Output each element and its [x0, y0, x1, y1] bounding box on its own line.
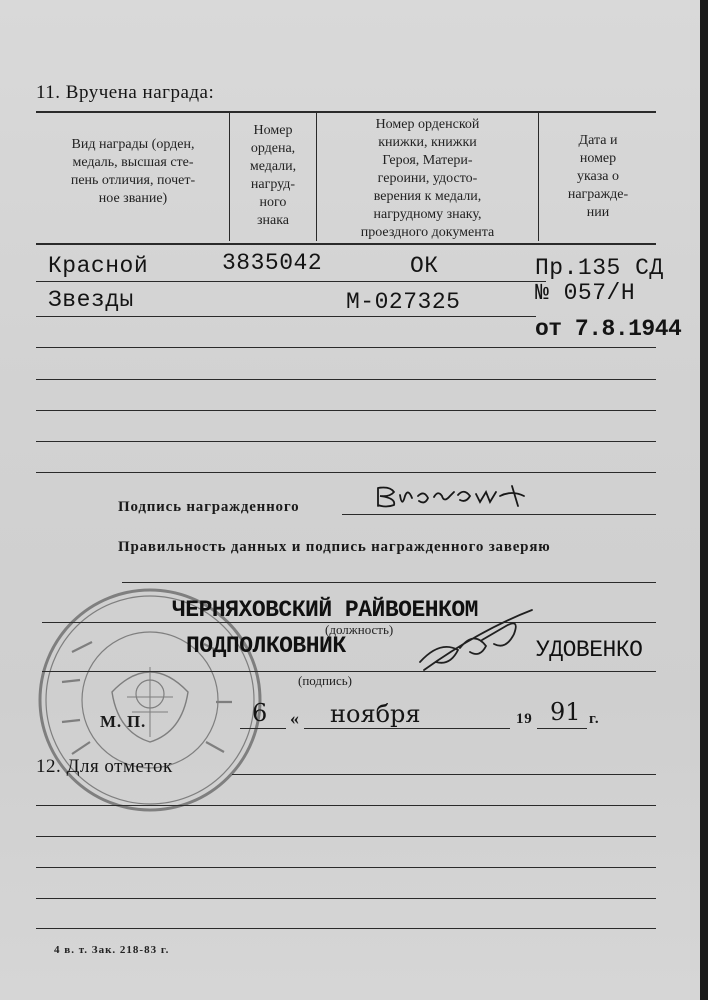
rank-stamp: ПОДПОЛКОВНИК	[186, 633, 346, 659]
table-row-rule	[36, 379, 656, 380]
table-row-rule	[36, 281, 546, 282]
award-number: 3835042	[222, 250, 323, 276]
notes-line	[232, 774, 656, 775]
notes-line	[36, 898, 656, 899]
table-row-rule	[36, 441, 656, 442]
header-book-number: Номер орденской книжки, книжки Героя, Матери- героини, удосто- верения к медали, нагрудному знаку, проездного документа	[360, 117, 495, 240]
header-award-number: Номер ордена, медали, нагруд- ного знака	[249, 123, 297, 228]
book-number-line2: М-027325	[346, 289, 461, 315]
year-prefix: 19	[516, 711, 533, 727]
section-12-title: 12. Для отметок	[36, 756, 173, 777]
table-row-rule	[36, 347, 656, 348]
signature-caption: (подпись)	[298, 673, 352, 688]
quote-mark: «	[290, 708, 300, 728]
notes-line	[36, 805, 656, 806]
day-line	[240, 728, 286, 729]
decree-line1: Пр.135 СД	[535, 255, 664, 281]
recipient-signature	[372, 478, 542, 514]
header-award-type: Вид награды (орден, медаль, высшая сте- пень отличия, почет- ное звание)	[70, 137, 196, 206]
header-decree: Дата и номер указа о награжде- нии	[567, 133, 629, 220]
date-day: 6	[252, 699, 268, 727]
officer-name: УДОВЕНКО	[536, 637, 643, 663]
year-abbrev: г.	[589, 711, 600, 727]
section-11-title: 11. Вручена награда:	[36, 82, 215, 103]
notes-line	[36, 928, 656, 929]
table-row-rule	[36, 316, 536, 317]
date-month: ноября	[330, 700, 421, 728]
position-caption: (должность)	[325, 622, 394, 637]
award-name-line1: Красной	[48, 253, 149, 279]
decree-line2: № 057/Н	[535, 280, 636, 306]
month-line	[304, 728, 510, 729]
year-suffix: 91	[550, 698, 581, 726]
decree-line3: от 7.8.1944	[535, 316, 682, 342]
certification-label: Правильность данных и подпись награжденного заверяю	[118, 539, 551, 555]
notes-line	[36, 836, 656, 837]
recipient-signature-label: Подпись награжденного	[118, 499, 300, 515]
notes-line	[36, 867, 656, 868]
table-header-rule	[36, 243, 656, 245]
year-line	[537, 728, 587, 729]
recipient-signature-line	[342, 514, 656, 515]
table-row-rule	[36, 472, 656, 473]
table-row-rule	[36, 410, 656, 411]
table-top-rule	[36, 111, 656, 113]
book-number-line1: ОК	[410, 253, 439, 279]
officer-signature	[410, 600, 540, 680]
mp-label: М. П.	[100, 712, 147, 731]
award-name-line2: Звезды	[48, 287, 134, 313]
print-info: 4 в. т. Зак. 218-83 г.	[54, 944, 170, 956]
signature-line	[42, 671, 656, 672]
military-office-stamp: ЧЕРНЯХОВСКИЙ РАЙВОЕНКОМ	[172, 597, 478, 623]
